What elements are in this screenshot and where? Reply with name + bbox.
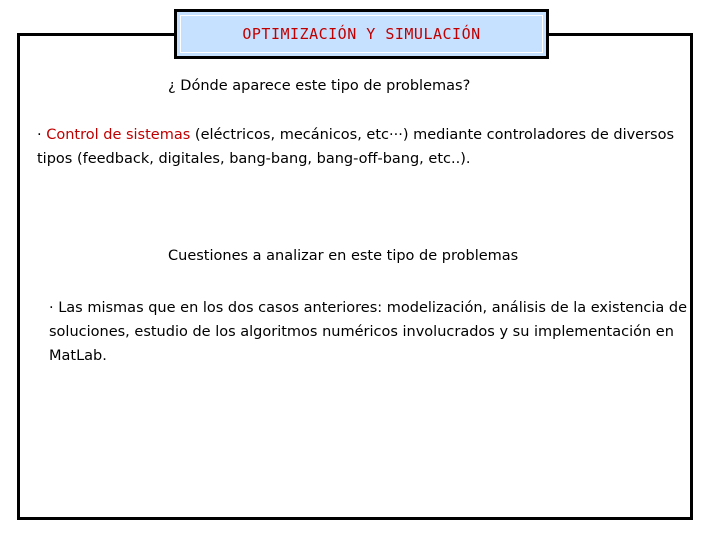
section1-heading: ¿ Dónde aparece este tipo de problemas? (168, 78, 471, 94)
section2-text: Las mismas que en los dos casos anteriores: modelización, análisis de la existencia de soluciones, estudio de los algoritmos numéricos involucrados y su implementación en MatLab. (49, 300, 688, 364)
bullet: · (37, 127, 42, 143)
content-frame (17, 33, 693, 520)
bullet: · (49, 300, 54, 316)
section2-heading: Cuestiones a analizar en este tipo de problemas (168, 248, 519, 264)
section1-paragraph (37, 123, 677, 171)
highlight-text: Control de sistemas (46, 127, 191, 143)
slide-title: OPTIMIZACIÓN Y SIMULACIÓN (242, 25, 481, 43)
section2-paragraph (49, 296, 689, 368)
title-box (174, 9, 549, 59)
section1-text: (eléctricos, mecánicos, etc···) mediante controladores de diversos tipos (feedback, digitales, bang-bang, bang-off-bang, etc..). (37, 127, 675, 167)
